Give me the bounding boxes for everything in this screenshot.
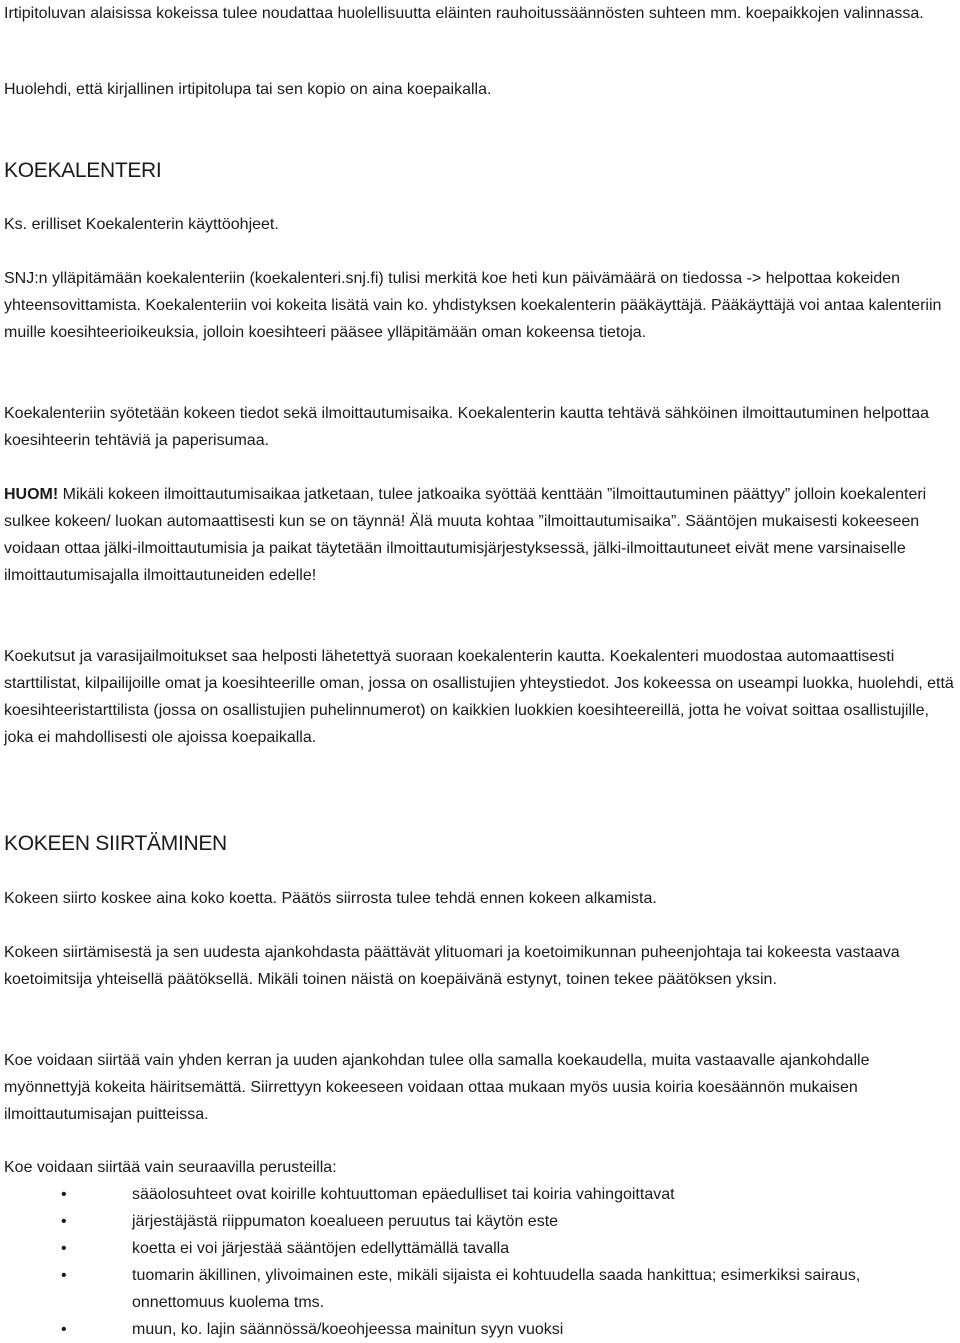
grounds-list (0, 1181, 960, 1343)
bullet-icon: • (61, 1321, 67, 1338)
huom-text: Mikäli kokeen ilmoittautumisaikaa jatketaan, tulee jatkoaika syöttää kenttään ”ilmoittautuminen päättyy” jolloin koekalenteri sulkee kokeen/ luokan automaattisesti kun se on täynnä! Älä muuta kohtaa ”ilmoittautumisaika”. Sääntöjen mukaisesti kokeeseen voidaan ottaa jälki-ilmoittautumisia ja paikat täytetään ilmoittautumisjärjestyksessä, jälki-ilmoittautuneet eivät mene varsinaiselle ilmoittautumisajalla ilmoittautuneiden edelle! (4, 486, 927, 584)
paragraph-instructions-ref: Ks. erilliset Koekalenterin käyttöohjeet. (4, 216, 279, 233)
paragraph-koekutsut: Koekutsut ja varasijailmoitukset saa helposti lähetettyä suoraan koekalenterin kautta. Koekalenteri muodostaa automaattisesti starttilistat, kilpailijoille omat ja koesihteerille oman, jossa on osallistujien yhteystiedot. Jos kokeessa on useampi luokka, huolehdi, että koesihteeristarttilista (jossa on osallistujien puhelinnumerot) on kaikkien luokkien koesihteereillä, jotta he voivat soittaa osallistujille, joka ei mahdollisesti ole ajoissa koepaikalla. (4, 648, 954, 746)
paragraph-siirto-once: Koe voidaan siirtää vain yhden kerran ja uuden ajankohdan tulee olla samalla koekaudella, muita vastaavalle ajankohdalle myönnettyjä kokeita häiritsemättä. Siirrettyyn kokeeseen voidaan ottaa mukaan myös uusia koiria koesäännön mukaisen ilmoittautumisajan puitteissa. (4, 1052, 870, 1123)
bullet-icon: • (61, 1267, 67, 1284)
bullet-icon: • (61, 1186, 67, 1203)
list-item (0, 1262, 932, 1316)
list-item (0, 1235, 932, 1262)
list-item-text: järjestäjästä riippumaton koealueen peruutus tai käytön este (132, 1213, 559, 1230)
huom-label: HUOM! (4, 486, 59, 503)
list-item-text: tuomarin äkillinen, ylivoimainen este, mikäli sijaista ei kohtuudella saada hankittua; esimerkiksi sairaus, onnettomuus kuolema tms. (132, 1267, 861, 1311)
bullet-icon: • (61, 1240, 67, 1257)
bullet-icon: • (61, 1213, 67, 1230)
paragraph-siirto-decision: Kokeen siirtämisestä ja sen uudesta ajankohdasta päättävät ylituomari ja koetoimikunnan puheenjohtaja tai kokeesta vastaava koetoimitsija yhteisellä päätöksellä. Mikäli toinen näistä on koepäivänä estynyt, toinen tekee päätöksen yksin. (4, 944, 900, 988)
paragraph-irtipitolupa-care: Irtipitoluvan alaisissa kokeissa tulee noudattaa huolellisuutta eläinten rauhoitussäännösten suhteen mm. koepaikkojen valinnassa. (4, 5, 924, 22)
list-item-text: sääolosuhteet ovat koirille kohtuuttoman epäedulliset tai koiria vahingoittavat (132, 1186, 675, 1203)
list-item (0, 1181, 932, 1208)
list-item (0, 1316, 932, 1343)
list-item-text: muun, ko. lajin säännössä/koeohjeessa mainitun syyn vuoksi (132, 1321, 564, 1338)
paragraph-koekalenteri-intro: SNJ:n ylläpitämään koekalenteriin (koekalenteri.snj.fi) tulisi merkitä koe heti kun päivämäärä on tiedossa -> helpottaa kokeiden yhteensovittamista. Koekalenteriin voi kokeita lisätä vain ko. yhdistyksen koekalenterin pääkäyttäjä. Pääkäyttäjä voi antaa kalenteriin muille koesihteerioikeuksia, jolloin koesihteeri pääsee ylläpitämään oman kokeensa tietoja. (4, 270, 942, 341)
paragraph-irtipitolupa-copy: Huolehdi, että kirjallinen irtipitolupa tai sen kopio on aina koepaikalla. (4, 81, 492, 98)
list-item-text: koetta ei voi järjestää sääntöjen edellyttämällä tavalla (132, 1240, 510, 1257)
paragraph-registration: Koekalenteriin syötetään kokeen tiedot sekä ilmoittautumisaika. Koekalenterin kautta tehtävä sähköinen ilmoittautuminen helpottaa koesihteerin tehtäviä ja paperisumaa. (4, 405, 930, 449)
list-item (0, 1208, 932, 1235)
paragraph-siirto-grounds: Koe voidaan siirtää vain seuraavilla perusteilla: (4, 1159, 337, 1176)
heading-koekalenteri: KOEKALENTERI (4, 159, 162, 182)
paragraph-siirto-scope: Kokeen siirto koskee aina koko koetta. Päätös siirrosta tulee tehdä ennen kokeen alkamista. (4, 890, 657, 907)
paragraph-huom (4, 481, 956, 589)
heading-kokeen-siirtaminen: KOKEEN SIIRTÄMINEN (4, 832, 227, 855)
